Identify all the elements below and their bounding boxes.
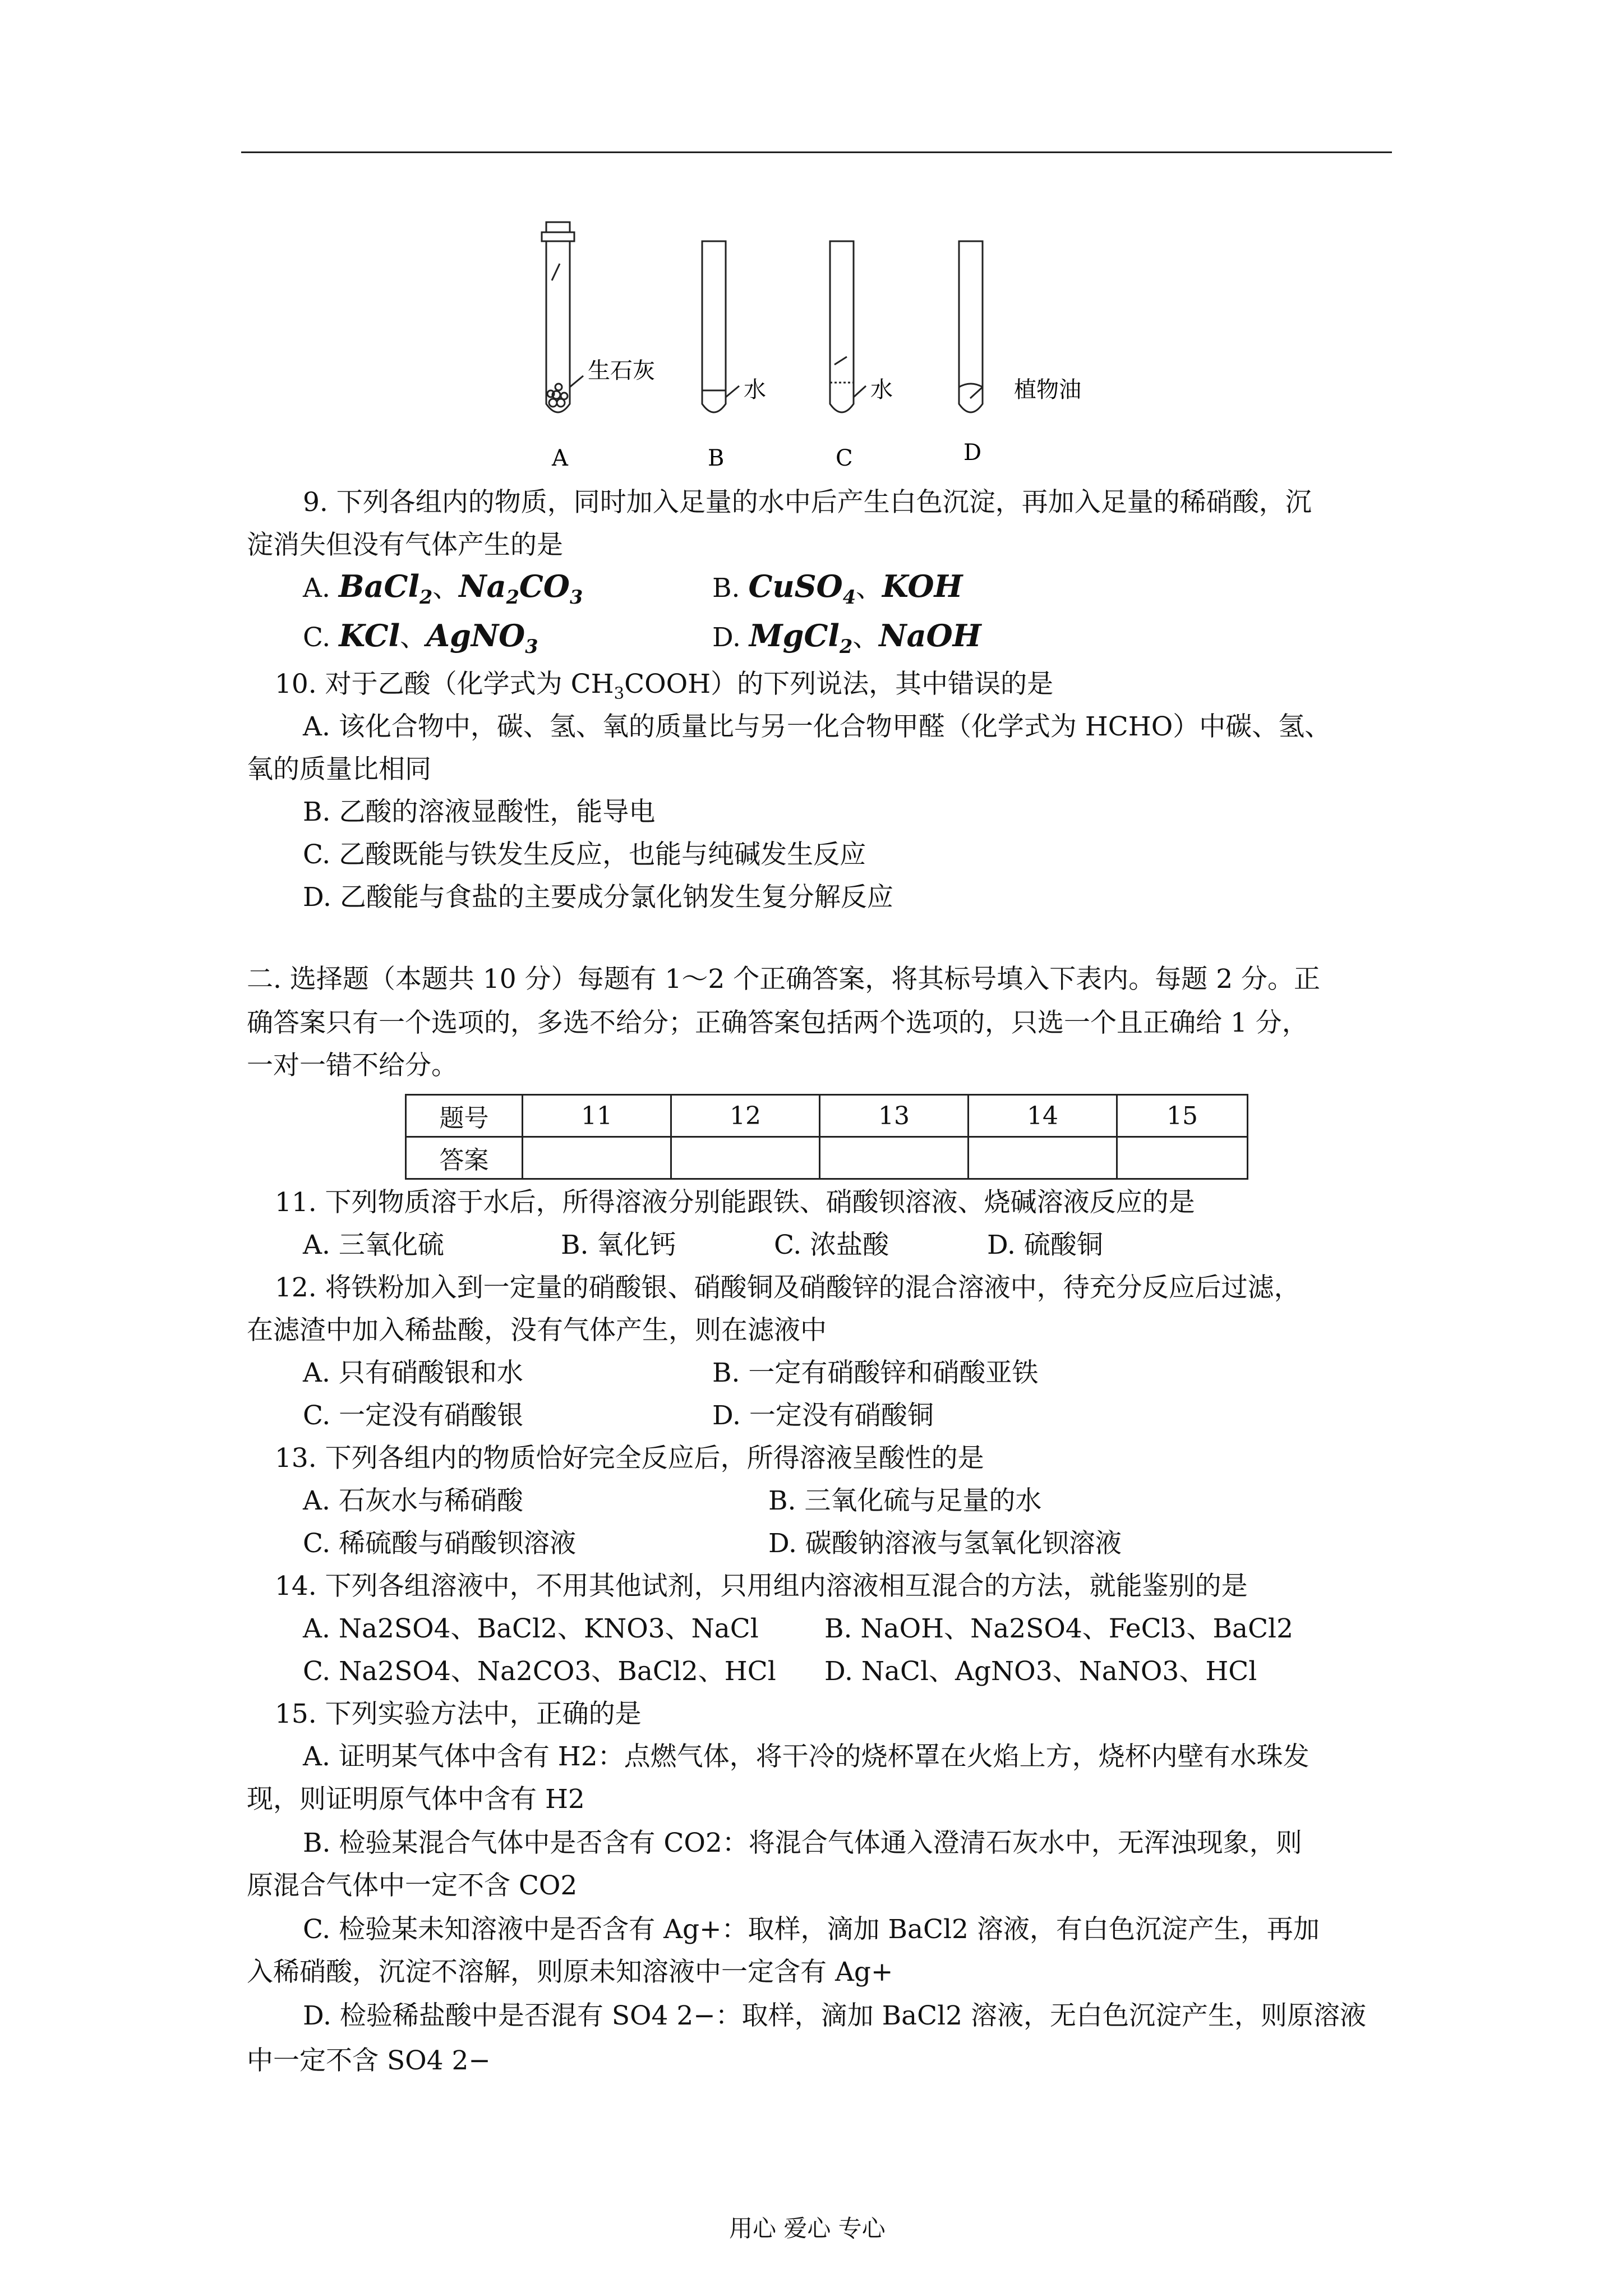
q13-option-b: B. 三氧化硫与足量的水 (768, 1485, 1042, 1516)
q12-stem-line1: 12. 将铁粉加入到一定量的硝酸银、硝酸铜及硝酸锌的混合溶液中，待充分反应后过滤， (275, 1272, 1301, 1303)
q13-option-c: C. 稀硫酸与硝酸钡溶液 (303, 1528, 577, 1559)
answer-cell-11[interactable] (523, 1137, 671, 1179)
q12-option-a: A. 只有硝酸银和水 (303, 1358, 523, 1388)
table-number-13: 13 (820, 1095, 969, 1137)
q11-option-b: B. 氧化钙 (561, 1230, 676, 1260)
test-tube-figure (527, 219, 1144, 477)
tube-b-letter: B (708, 445, 725, 471)
table-number-12: 12 (671, 1095, 820, 1137)
q14-option-d: D. NaCl、AgNO3、NaNO3、HCl (824, 1656, 1257, 1687)
q14-option-b: B. NaOH、Na2SO4、FeCl3、BaCl2 (824, 1613, 1293, 1644)
q10-option-d: D. 乙酸能与食盐的主要成分氯化钠发生复分解反应 (303, 882, 893, 913)
q15-option-a-line1: A. 证明某气体中含有 H2：点燃气体，将干冷的烧杯罩在火焰上方，烧杯内壁有水珠发 (303, 1741, 1310, 1772)
q15-option-c-line2: 入稀硝酸，沉淀不溶解，则原未知溶液中一定含有 Ag+ (247, 1957, 893, 1987)
q12-option-d: D. 一定没有硝酸铜 (712, 1400, 934, 1431)
tube-b-label: 水 (744, 377, 766, 403)
q14-option-a: A. Na2SO4、BaCl2、KNO3、NaCl (303, 1613, 759, 1644)
answer-table-answer-row (406, 1137, 1248, 1179)
q15-option-a-line2: 现，则证明原气体中含有 H2 (247, 1784, 585, 1815)
q10-option-a-line1: A. 该化合物中，碳、氢、氧的质量比与另一化合物甲醛（化学式为 HCHO）中碳、氢、 (303, 711, 1331, 742)
table-number-14: 14 (969, 1095, 1117, 1137)
q12-option-c: C. 一定没有硝酸银 (303, 1400, 524, 1431)
q9-option-b: B. CuSO$_4$、KOH (712, 568, 963, 608)
tube-d-letter: D (963, 440, 982, 466)
q15-option-d-line2: 中一定不含 SO4 2− (247, 2045, 491, 2076)
answer-cell-12[interactable] (671, 1137, 820, 1179)
table-number-11: 11 (523, 1095, 671, 1137)
q13-option-d: D. 碳酸钠溶液与氢氧化钡溶液 (768, 1528, 1122, 1559)
answer-table (405, 1094, 1248, 1180)
tube-d-drawing (959, 241, 983, 412)
page-footer: 用心 爱心 专心 (729, 2215, 886, 2242)
header-rule (241, 151, 1392, 153)
q13-option-a: A. 石灰水与稀硝酸 (303, 1485, 523, 1516)
table-header-number: 题号 (406, 1095, 523, 1137)
q9-option-a: A. BaCl$_2$、$Na_2CO_3$ (303, 568, 583, 608)
q11-option-d: D. 硫酸铜 (987, 1230, 1103, 1260)
q11-stem: 11. 下列物质溶于水后，所得溶液分别能跟铁、硝酸钡溶液、烧碱溶液反应的是 (275, 1187, 1195, 1218)
section2-instructions-line3: 一对一错不给分。 (247, 1050, 458, 1081)
tube-c-label: 水 (870, 377, 893, 403)
q10-option-a-line2: 氧的质量比相同 (247, 754, 431, 785)
tube-b-drawing (702, 241, 739, 412)
answer-table-number-row (406, 1095, 1248, 1137)
answer-cell-15[interactable] (1117, 1137, 1248, 1179)
q13-stem: 13. 下列各组内的物质恰好完全反应后，所得溶液呈酸性的是 (275, 1443, 984, 1474)
tube-a-label: 生石灰 (588, 358, 655, 384)
table-number-15: 15 (1117, 1095, 1248, 1137)
q12-option-b: B. 一定有硝酸锌和硝酸亚铁 (712, 1358, 1039, 1388)
q9-stem-line1: 9. 下列各组内的物质，同时加入足量的水中后产生白色沉淀，再加入足量的稀硝酸，沉 (303, 487, 1312, 518)
tube-a-drawing (542, 222, 583, 412)
q15-option-d-line1: D. 检验稀盐酸中是否混有 SO4 2−：取样，滴加 BaCl2 溶液，无白色沉淀产生，则原溶液 (303, 2000, 1367, 2031)
q14-stem: 14. 下列各组溶液中，不用其他试剂，只用组内溶液相互混合的方法，就能鉴别的是 (275, 1571, 1248, 1602)
tube-d-label: 植物油 (1014, 377, 1081, 403)
section2-instructions-line1: 二. 选择题（本题共 10 分）每题有 1～2 个正确答案，将其标号填入下表内。每题 2 分。正 (247, 964, 1321, 995)
q11-option-c: C. 浓盐酸 (774, 1230, 889, 1260)
q15-option-b-line2: 原混合气体中一定不含 CO2 (247, 1870, 578, 1901)
q11-option-a: A. 三氧化硫 (303, 1230, 444, 1260)
answer-cell-13[interactable] (820, 1137, 969, 1179)
q15-option-c-line1: C. 检验某未知溶液中是否含有 Ag+：取样，滴加 BaCl2 溶液，有白色沉淀产生，再加 (303, 1914, 1320, 1945)
q15-option-b-line1: B. 检验某混合气体中是否含有 CO2：将混合气体通入澄清石灰水中，无浑浊现象，则 (303, 1828, 1302, 1858)
answer-cell-14[interactable] (969, 1137, 1117, 1179)
tube-a-letter: A (552, 445, 568, 471)
section2-instructions-line2: 确答案只有一个选项的，多选不给分；正确答案包括两个选项的，只选一个且正确给 1 分， (247, 1007, 1308, 1038)
q9-option-d: D. MgCl$_2$、NaOH (712, 618, 981, 657)
q12-stem-line2: 在滤渣中加入稀盐酸，没有气体产生，则在滤液中 (247, 1315, 827, 1346)
q9-option-c: C. KCl、AgNO$_3$ (303, 618, 538, 657)
q9-stem-line2: 淀消失但没有气体产生的是 (247, 530, 563, 560)
table-header-answer: 答案 (406, 1137, 523, 1179)
q14-option-c: C. Na2SO4、Na2CO3、BaCl2、HCl (303, 1656, 776, 1687)
q15-stem: 15. 下列实验方法中，正确的是 (275, 1699, 642, 1729)
q10-option-c: C. 乙酸既能与铁发生反应，也能与纯碱发生反应 (303, 839, 866, 870)
tube-c-drawing (830, 241, 866, 412)
q10-stem: 10. 对于乙酸（化学式为 $CH_3COOH$）的下列说法，其中错误的是 (275, 669, 1054, 703)
q10-option-b: B. 乙酸的溶液显酸性，能导电 (303, 797, 656, 827)
tube-c-letter: C (836, 445, 853, 471)
